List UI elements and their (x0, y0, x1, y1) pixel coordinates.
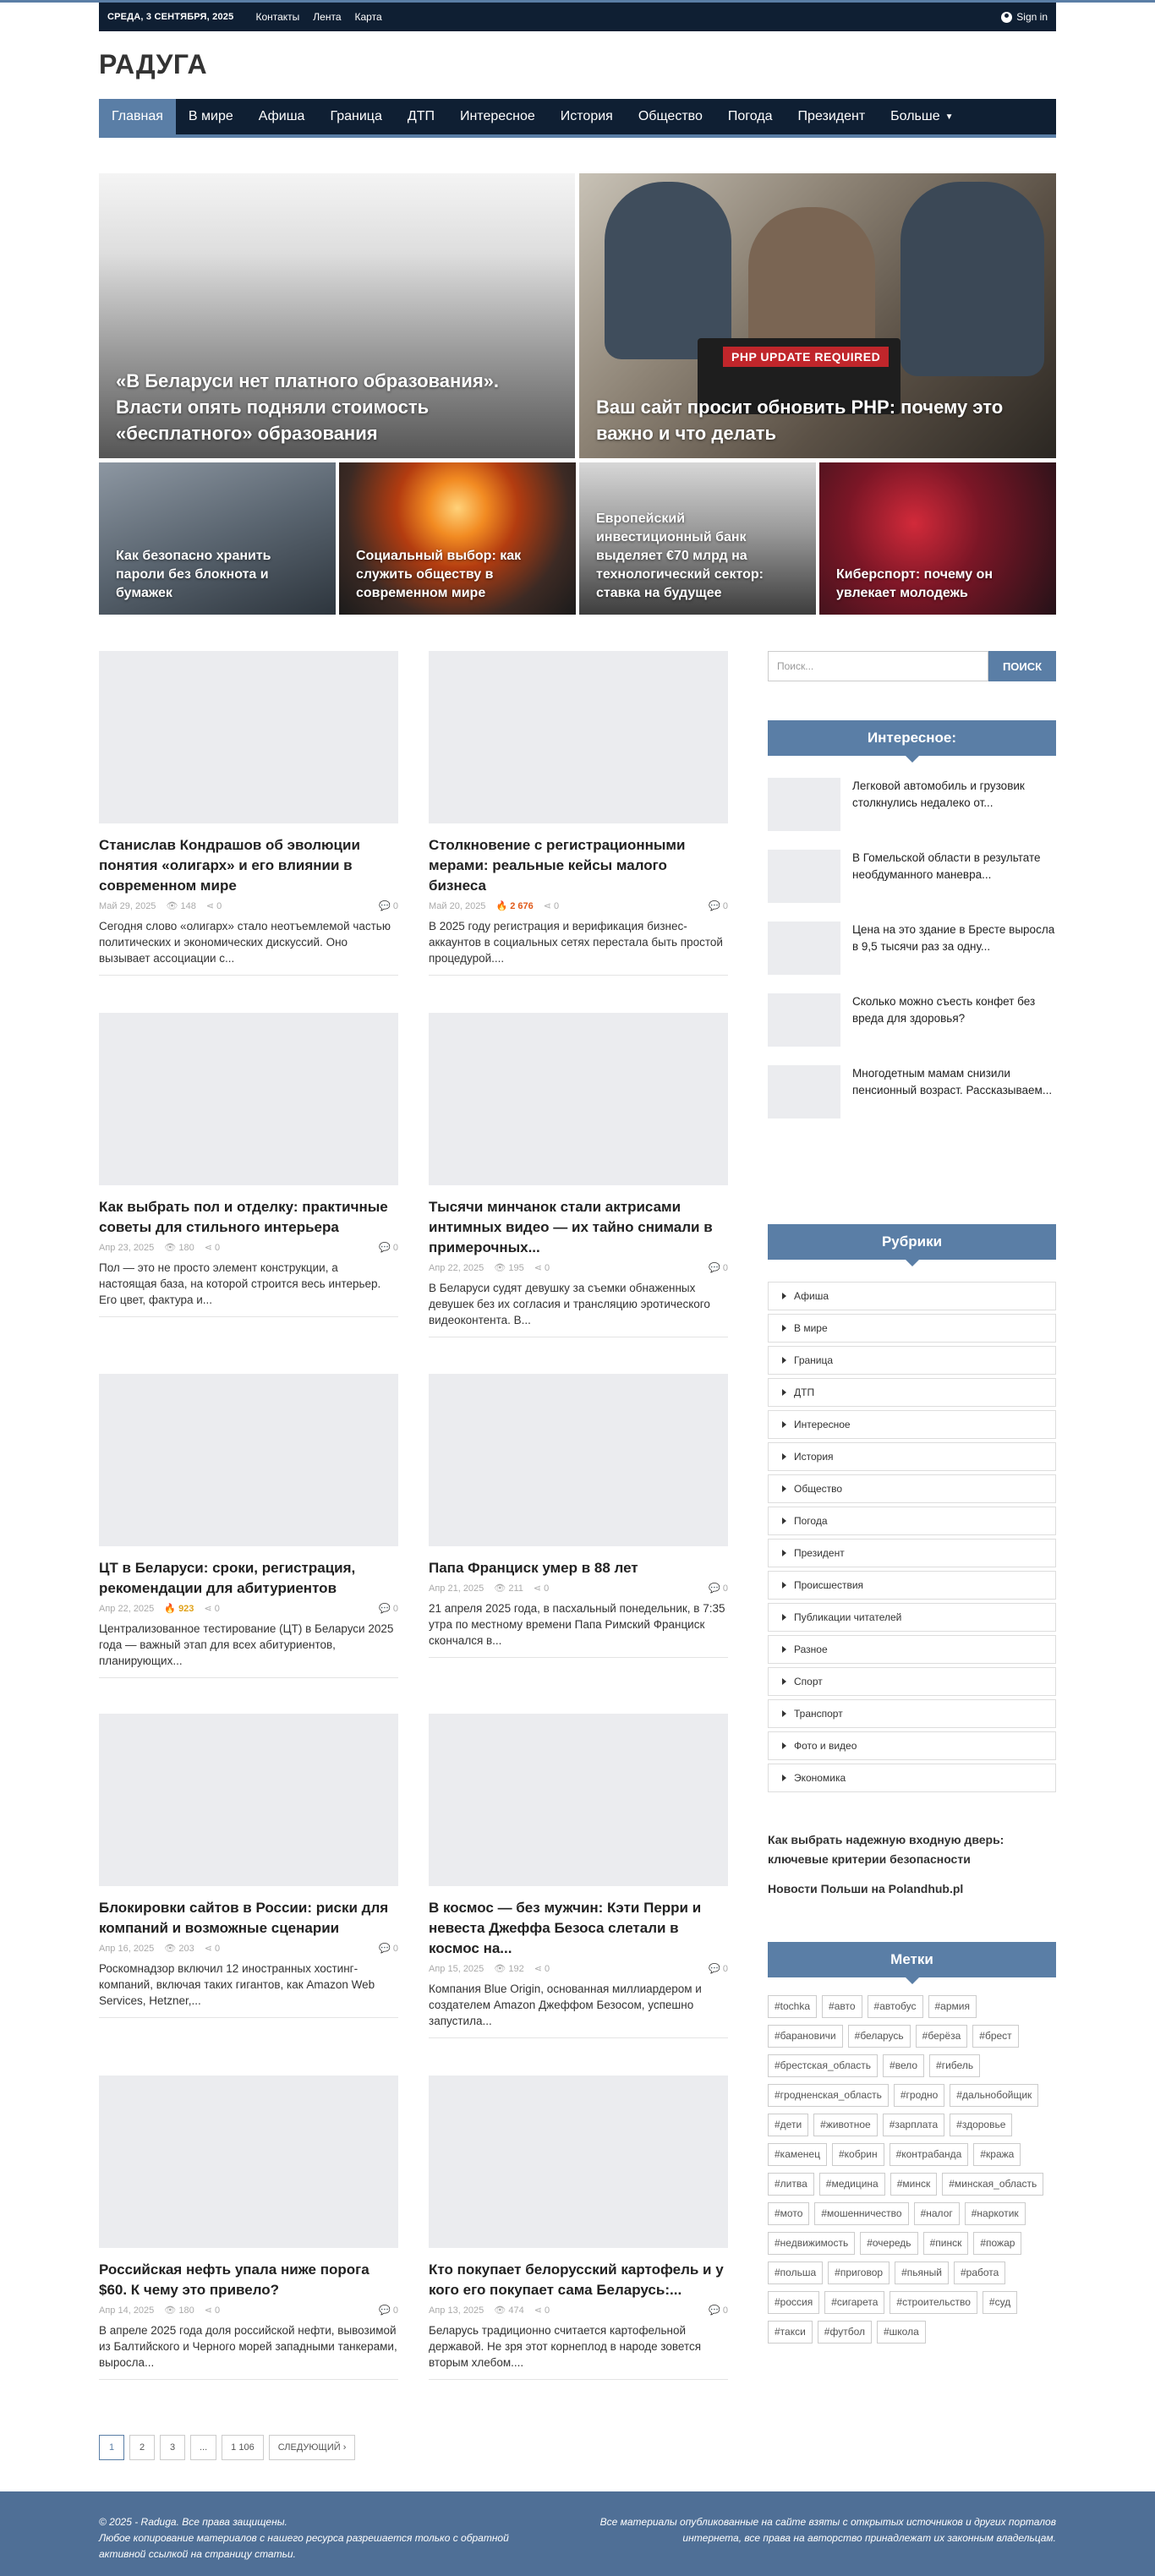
article-meta (99, 1603, 398, 1614)
nav-item-interesting[interactable]: Интересное (459, 109, 535, 123)
interesting-item-title: В Гомельской области в результате необдуманного маневра... (852, 851, 1041, 881)
article-title[interactable]: Кто покупает белорусский картофель и у кого его покупает сама Беларусь:... (429, 2262, 724, 2298)
article-title[interactable]: В космос — без мужчин: Кэти Перри и невеста Джеффа Безоса слетали в космос на... (429, 1900, 702, 1956)
article-excerpt: Централизованное тестирование (ЦТ) в Беларуси 2025 года — важный этап для всех абитуриентов, планирующих... (99, 1622, 394, 1667)
rubric-link[interactable]: Экономика (768, 1764, 1056, 1792)
share-value: 0 (544, 1583, 550, 1594)
site-footer (0, 2491, 1155, 2576)
views-count: 👁 192 (494, 1964, 524, 1974)
article-date: Апр 21, 2025 (429, 1583, 484, 1594)
interesting-item-title: Легковой автомобиль и грузовик столкнулись недалеко от... (852, 779, 1025, 809)
article-date: Апр 23, 2025 (99, 1242, 155, 1253)
search-button[interactable]: ПОИСК (988, 651, 1056, 681)
tag-link[interactable]: #медицина (819, 2173, 885, 2196)
page-ellipsis: ... (190, 2435, 216, 2460)
tag-link[interactable]: #берёза (916, 2025, 968, 2048)
article-meta (99, 1943, 398, 1954)
next-page-label: СЛЕДУЮЩИЙ (277, 2442, 341, 2453)
tag-link[interactable]: #минск (890, 2173, 938, 2196)
views-count: 👁 203 (164, 1944, 194, 1954)
tag-link[interactable]: #каменец (768, 2143, 827, 2166)
article-date: Май 29, 2025 (99, 900, 156, 911)
article-thumbnail[interactable] (99, 1714, 398, 1886)
tag-link[interactable]: #пинск (923, 2232, 969, 2255)
article-meta (99, 1242, 398, 1253)
article-thumbnail[interactable] (99, 1013, 398, 1185)
top-bar (99, 3, 1056, 31)
hero-small-title: Социальный выбор: как служить обществу в современном мире (356, 549, 522, 600)
top-link-feed[interactable]: Лента (313, 11, 342, 23)
footer-line: Все материалы опубликованные на сайте взяты с открытых источников и других порталов (599, 2516, 1056, 2528)
article-date: Апр 22, 2025 (99, 1603, 155, 1614)
article-thumbnail[interactable] (429, 1714, 728, 1886)
article-card (429, 2076, 728, 2380)
article-excerpt: В апреле 2025 года доля российской нефти, вывозимой из Балтийского и Черного морей западными танкерами, выросла... (99, 2324, 397, 2369)
article-card (99, 1013, 398, 1317)
article-title[interactable]: Как выбрать пол и отделку: практичные советы для стильного интерьера (99, 1199, 388, 1235)
rubric-link[interactable]: Транспорт (768, 1699, 1056, 1728)
divider (99, 1316, 398, 1317)
current-date: СРЕДА, 3 СЕНТЯБРЯ, 2025 (107, 12, 234, 22)
warm-views-count: 🔥 923 (164, 1604, 194, 1614)
interesting-item[interactable] (768, 850, 1056, 903)
views-value: 211 (508, 1583, 523, 1594)
nav-more-label: Больше (890, 109, 940, 123)
tag-link[interactable]: #пьяный (895, 2262, 949, 2284)
tag-link[interactable]: #мото (768, 2202, 809, 2225)
hero-small-tile[interactable] (339, 462, 576, 615)
top-link-contacts[interactable]: Контакты (255, 11, 300, 23)
nav-item-weather[interactable]: Погода (727, 109, 773, 123)
comment-value: 0 (722, 1964, 728, 1974)
divider (99, 1677, 398, 1678)
divider (429, 975, 728, 976)
hero-main-tile[interactable] (99, 173, 575, 458)
nav-item-society[interactable]: Общество (638, 109, 703, 123)
article-title[interactable]: Блокировки сайтов в России: риски для компаний и возможные сценарии (99, 1900, 389, 1936)
article-title[interactable]: Российская нефть упала ниже порога $60. К чему это привело? (99, 2262, 369, 2298)
rubric-link[interactable]: Публикации читателей (768, 1603, 1056, 1632)
article-excerpt: Сегодня слово «олигарх» стало неотъемлемой частью политических и экономических дискуссий. Оно вызывает ассоциации с... (99, 920, 391, 965)
tag-link[interactable]: #авто (822, 1995, 862, 2018)
interesting-item-title: Цена на это здание в Бресте выросла в 9,5 тысячи раз за одну... (852, 923, 1055, 953)
hero-small-tile[interactable] (99, 462, 336, 615)
article-excerpt: Роскомнадзор включил 12 иностранных хостинг-компаний, включая таких гигантов, как Amazon Web Services, Hetzner,... (99, 1962, 375, 2007)
sign-in-link[interactable] (1001, 11, 1048, 23)
comment-value: 0 (392, 1604, 398, 1614)
share-value: 0 (214, 1243, 221, 1253)
views-value: 148 (180, 901, 196, 911)
tag-link[interactable]: #недвижимость (768, 2232, 855, 2255)
page-link-current[interactable]: 1 (99, 2435, 124, 2460)
article-meta (99, 2305, 398, 2316)
divider (99, 975, 398, 976)
rubric-link[interactable]: Граница (768, 1346, 1056, 1375)
interesting-thumbnail (768, 922, 840, 975)
hero-grid (99, 173, 1056, 615)
tag-link[interactable]: #армия (928, 1995, 977, 2018)
comment-count[interactable]: 💬 0 (379, 2305, 398, 2316)
hero-small-tile[interactable] (579, 462, 816, 615)
article-thumbnail[interactable] (99, 651, 398, 823)
article-card (429, 651, 728, 976)
views-value: 203 (178, 1944, 194, 1954)
tag-link[interactable]: #наркотик (965, 2202, 1026, 2225)
nav-item-more[interactable] (878, 99, 966, 134)
share-value: 0 (554, 901, 560, 911)
hot-views-count: 🔥 2 676 (495, 901, 534, 911)
tag-link[interactable]: #дальнобойщик (950, 2084, 1038, 2107)
tag-link[interactable]: #кобрин (832, 2143, 884, 2166)
tag-link[interactable]: #польша (768, 2262, 823, 2284)
tag-link[interactable]: #кража (973, 2143, 1021, 2166)
views-count: 👁 211 (494, 1583, 523, 1594)
article-card (429, 1714, 728, 2038)
rubric-link[interactable]: Президент (768, 1539, 1056, 1567)
tag-link[interactable]: #строительство (890, 2291, 977, 2314)
hero-main-title: «В Беларуси нет платного образования». Власти опять подняли стоимость «бесплатного» образования (116, 370, 500, 444)
interesting-item[interactable] (768, 922, 1056, 975)
comment-count[interactable]: 💬 0 (709, 1263, 728, 1273)
rubrics-widget-header: Рубрики (768, 1224, 1056, 1260)
article-thumbnail[interactable] (429, 1013, 728, 1185)
comment-value: 0 (722, 2305, 728, 2316)
user-icon (1001, 12, 1012, 23)
interesting-widget-header: Интересное: (768, 720, 1056, 756)
views-count: 👁 148 (166, 901, 196, 911)
tags-widget-header: Метки (768, 1942, 1056, 1977)
share-count[interactable]: ⋖ 0 (534, 2305, 550, 2316)
comment-value: 0 (722, 901, 728, 911)
comment-value: 0 (722, 1583, 728, 1594)
hero-small-title: Киберспорт: почему он увлекает молодежь (836, 567, 994, 600)
tag-link[interactable]: #литва (768, 2173, 814, 2196)
share-value: 0 (214, 1604, 220, 1614)
footer-line: Любое копирование материалов с нашего ресурса разрешается только с обратной (99, 2532, 509, 2544)
nav-item-president[interactable]: Президент (797, 109, 866, 123)
article-card (99, 1374, 398, 1678)
footer-line: © 2025 - Raduga. Все права защищены. (99, 2516, 287, 2528)
tag-link[interactable]: #мошенничество (814, 2202, 908, 2225)
chevron-down-icon: ▼ (944, 112, 954, 122)
main-nav (99, 99, 1056, 138)
share-count[interactable]: ⋖ 0 (543, 901, 560, 911)
hero-second-title: Ваш сайт просит обновить PHP: почему это важно и что делать (596, 397, 1004, 444)
share-value: 0 (216, 901, 222, 911)
article-title[interactable]: ЦТ в Беларуси: сроки, регистрация, рекомендации для абитуриентов (99, 1560, 356, 1596)
article-date: Апр 16, 2025 (99, 1943, 155, 1954)
article-date: Апр 15, 2025 (429, 1963, 484, 1974)
article-date: Апр 13, 2025 (429, 2305, 484, 2316)
partner-link-door[interactable]: Как выбрать надежную входную дверь: ключевые критерии безопасности (768, 1833, 1004, 1866)
comment-count[interactable]: 💬 0 (709, 1583, 728, 1594)
rubric-link[interactable]: Общество (768, 1474, 1056, 1503)
tag-link[interactable]: #брестская_область (768, 2054, 878, 2077)
share-count[interactable]: ⋖ 0 (534, 1263, 550, 1273)
tag-link[interactable]: #зарплата (883, 2114, 944, 2136)
tag-link[interactable]: #животное (813, 2114, 878, 2136)
interesting-thumbnail (768, 1065, 840, 1118)
article-thumbnail[interactable] (99, 2076, 398, 2248)
views-value: 923 (178, 1604, 194, 1614)
tag-link[interactable]: #такси (768, 2321, 813, 2344)
tag-link[interactable]: #tochka (768, 1995, 817, 2018)
article-meta (99, 900, 398, 911)
tag-link[interactable]: #гродненская_область (768, 2084, 889, 2107)
footer-line: активной ссылкой на страницу статьи. (99, 2548, 296, 2560)
tag-link[interactable]: #работа (954, 2262, 1005, 2284)
pagination (99, 2435, 355, 2460)
tag-link[interactable]: #школа (877, 2321, 926, 2344)
views-value: 195 (508, 1263, 524, 1273)
tag-link[interactable]: #очередь (860, 2232, 917, 2255)
tag-link[interactable]: #футбол (818, 2321, 872, 2344)
article-title[interactable]: Станислав Кондрашов об эволюции понятия «олигарх» и его влиянии в современном мире (99, 837, 360, 894)
tag-link[interactable]: #гродно (894, 2084, 944, 2107)
rubric-link[interactable]: Разное (768, 1635, 1056, 1664)
article-thumbnail[interactable] (429, 2076, 728, 2248)
interesting-item[interactable] (768, 1065, 1056, 1118)
tag-link[interactable]: #вело (883, 2054, 924, 2077)
article-excerpt: Беларусь традиционно считается картофельной державой. Не зря этот корнеплод в народе зовется вторым хлебом.... (429, 2324, 702, 2369)
share-count[interactable]: ⋖ 0 (204, 1243, 221, 1253)
person-figure (605, 182, 731, 359)
hero-second-tile[interactable] (579, 173, 1056, 458)
footer-disclaimer (600, 2514, 1056, 2546)
hero-small-title: Европейский инвестиционный банк выделяет €70 млрд на технологический сектор: ставка на будущее (596, 511, 764, 600)
article-excerpt: Компания Blue Origin, основанная миллиардером и создателем Amazon Джеффом Безосом, успешно запустила... (429, 1983, 702, 2027)
interesting-item-title: Многодетным мамам снизили пенсионный возраст. Рассказываем... (852, 1067, 1053, 1097)
tag-link[interactable]: #минская_область (942, 2173, 1043, 2196)
comment-count[interactable]: 💬 0 (709, 1964, 728, 1974)
nav-item-border[interactable]: Граница (330, 109, 382, 123)
rubric-link[interactable]: История (768, 1442, 1056, 1471)
sidebar (768, 651, 1056, 2338)
divider (429, 1657, 728, 1658)
tag-link[interactable]: #здоровье (950, 2114, 1012, 2136)
article-card (99, 2076, 398, 2380)
partner-link-polandhub[interactable]: Новости Польши на Polandhub.pl (768, 1882, 964, 1895)
share-value: 0 (214, 2305, 221, 2316)
nav-item-events[interactable]: Афиша (258, 109, 305, 123)
rubric-link[interactable]: Афиша (768, 1282, 1056, 1310)
rubric-link[interactable]: Погода (768, 1507, 1056, 1535)
tag-link[interactable]: #россия (768, 2291, 819, 2314)
article-thumbnail[interactable] (429, 1374, 728, 1546)
divider (99, 2379, 398, 2380)
interesting-thumbnail (768, 850, 840, 903)
views-count: 👁 180 (164, 2305, 194, 2316)
article-excerpt: 21 апреля 2025 года, в пасхальный понедельник, в 7:35 утра по местному времени Папа Римский Франциск скончался в... (429, 1602, 725, 1647)
comment-value: 0 (392, 1944, 398, 1954)
rubric-link[interactable]: Происшествия (768, 1571, 1056, 1600)
comment-count[interactable]: 💬 0 (379, 1604, 398, 1614)
comment-value: 0 (392, 901, 398, 911)
page-link[interactable]: 2 (129, 2435, 155, 2460)
comment-value: 0 (392, 1243, 398, 1253)
next-page-button[interactable] (269, 2435, 356, 2460)
comment-value: 0 (392, 2305, 398, 2316)
footer-line: интернета, все права на авторство принадлежат их законным владельцам. (682, 2532, 1056, 2544)
tag-link[interactable]: #автобус (868, 1995, 923, 2018)
comment-count[interactable]: 💬 0 (379, 901, 398, 911)
nav-item-world[interactable]: В мире (188, 109, 233, 123)
article-title[interactable]: Столкновение с регистрационными мерами: реальные кейсы малого бизнеса (429, 837, 686, 894)
article-meta (429, 1262, 728, 1273)
rubric-link[interactable]: Фото и видео (768, 1731, 1056, 1760)
comment-count[interactable]: 💬 0 (379, 1243, 398, 1253)
tag-link[interactable]: #налог (914, 2202, 960, 2225)
interesting-thumbnail (768, 778, 840, 831)
tag-link[interactable]: #суд (983, 2291, 1017, 2314)
share-count[interactable]: ⋖ 0 (205, 901, 222, 911)
divider (429, 2037, 728, 2038)
article-meta (429, 900, 728, 911)
page-link-last[interactable]: 1 106 (222, 2435, 264, 2460)
page-link[interactable]: 3 (160, 2435, 185, 2460)
tag-link[interactable]: #сигарета (824, 2291, 884, 2314)
tag-link[interactable]: #пожар (973, 2232, 1021, 2255)
share-value: 0 (544, 1964, 550, 1974)
views-count: 👁 180 (164, 1243, 194, 1253)
share-count[interactable]: ⋖ 0 (204, 1604, 220, 1614)
nav-item-accidents[interactable]: ДТП (407, 109, 435, 123)
site-logo[interactable]: РАДУГА (99, 49, 208, 79)
article-date: Апр 22, 2025 (429, 1262, 484, 1273)
nav-item-history[interactable]: История (560, 109, 613, 123)
article-card (429, 1374, 728, 1658)
interesting-item-title: Сколько можно съесть конфет без вреда для здоровья? (852, 995, 1036, 1025)
article-meta (429, 1583, 728, 1594)
person-figure (900, 182, 1044, 376)
search-input[interactable]: Поиск... (768, 651, 988, 681)
article-title[interactable]: Папа Франциск умер в 88 лет (429, 1560, 638, 1576)
views-value: 2 676 (510, 901, 534, 911)
tag-link[interactable]: #дети (768, 2114, 808, 2136)
comment-count[interactable]: 💬 0 (379, 1944, 398, 1954)
tag-link[interactable]: #гибель (929, 2054, 980, 2077)
views-count: 👁 195 (494, 1263, 524, 1273)
rubric-link[interactable]: ДТП (768, 1378, 1056, 1407)
views-value: 192 (508, 1964, 524, 1974)
article-meta (429, 1963, 728, 1974)
article-thumbnail[interactable] (99, 1374, 398, 1546)
hero-small-title: Как безопасно хранить пароли без блокнота и бумажек (116, 549, 271, 600)
tag-link[interactable]: #беларусь (848, 2025, 911, 2048)
search-form (768, 651, 1056, 681)
interesting-item[interactable] (768, 778, 1056, 831)
share-count[interactable]: ⋖ 0 (534, 1964, 550, 1974)
article-date: Апр 14, 2025 (99, 2305, 155, 2316)
sign-in-label: Sign in (1016, 11, 1048, 23)
article-date: Май 20, 2025 (429, 900, 486, 911)
views-value: 180 (178, 2305, 194, 2316)
rubric-link[interactable]: Интересное (768, 1410, 1056, 1439)
article-title[interactable]: Тысячи минчанок стали актрисами интимных видео — их тайно снимали в примерочных... (429, 1199, 713, 1255)
tag-link[interactable]: #барановичи (768, 2025, 843, 2048)
views-count: 👁 474 (494, 2305, 524, 2316)
article-card (99, 1714, 398, 2018)
interesting-thumbnail (768, 993, 840, 1047)
share-count[interactable]: ⋖ 0 (204, 2305, 221, 2316)
article-meta (429, 2305, 728, 2316)
top-link-map[interactable]: Карта (354, 11, 382, 23)
article-card (429, 1013, 728, 1337)
rubric-link[interactable]: Спорт (768, 1667, 1056, 1696)
tag-link[interactable]: #контрабанда (890, 2143, 969, 2166)
tag-cloud (768, 1995, 1056, 2344)
hero-small-tile[interactable] (819, 462, 1056, 615)
comment-count[interactable]: 💬 0 (709, 2305, 728, 2316)
article-thumbnail[interactable] (429, 651, 728, 823)
interesting-item[interactable] (768, 993, 1056, 1047)
share-count[interactable]: ⋖ 0 (533, 1583, 550, 1594)
views-value: 474 (508, 2305, 524, 2316)
divider (99, 2017, 398, 2018)
comment-value: 0 (722, 1263, 728, 1273)
share-count[interactable]: ⋖ 0 (204, 1944, 221, 1954)
share-value: 0 (214, 1944, 221, 1954)
comment-count[interactable]: 💬 0 (709, 901, 728, 911)
share-value: 0 (544, 2305, 550, 2316)
rubric-link[interactable]: В мире (768, 1314, 1056, 1343)
article-card (99, 651, 398, 976)
article-excerpt: В Беларуси судят девушку за съемки обнаженных девушек без их согласия и трансляцию эротического видеоконтента. В... (429, 1282, 710, 1326)
footer-copyright (99, 2514, 509, 2562)
php-update-badge: PHP UPDATE REQUIRED (723, 347, 889, 367)
article-excerpt: Пол — это не просто элемент конструкции, а настоящая база, на которой строится весь интерьер. Его цвет, фактура и... (99, 1261, 381, 1306)
chevron-right-icon: › (342, 2442, 347, 2453)
tag-link[interactable]: #брест (972, 2025, 1018, 2048)
share-value: 0 (544, 1263, 550, 1273)
article-excerpt: В 2025 году регистрация и верификация бизнес-аккаунтов в социальных сетях перестала быть простой процедурой.... (429, 920, 723, 965)
nav-item-home[interactable]: Главная (99, 99, 176, 134)
tag-link[interactable]: #приговор (828, 2262, 890, 2284)
views-value: 180 (178, 1243, 194, 1253)
divider (429, 2379, 728, 2380)
